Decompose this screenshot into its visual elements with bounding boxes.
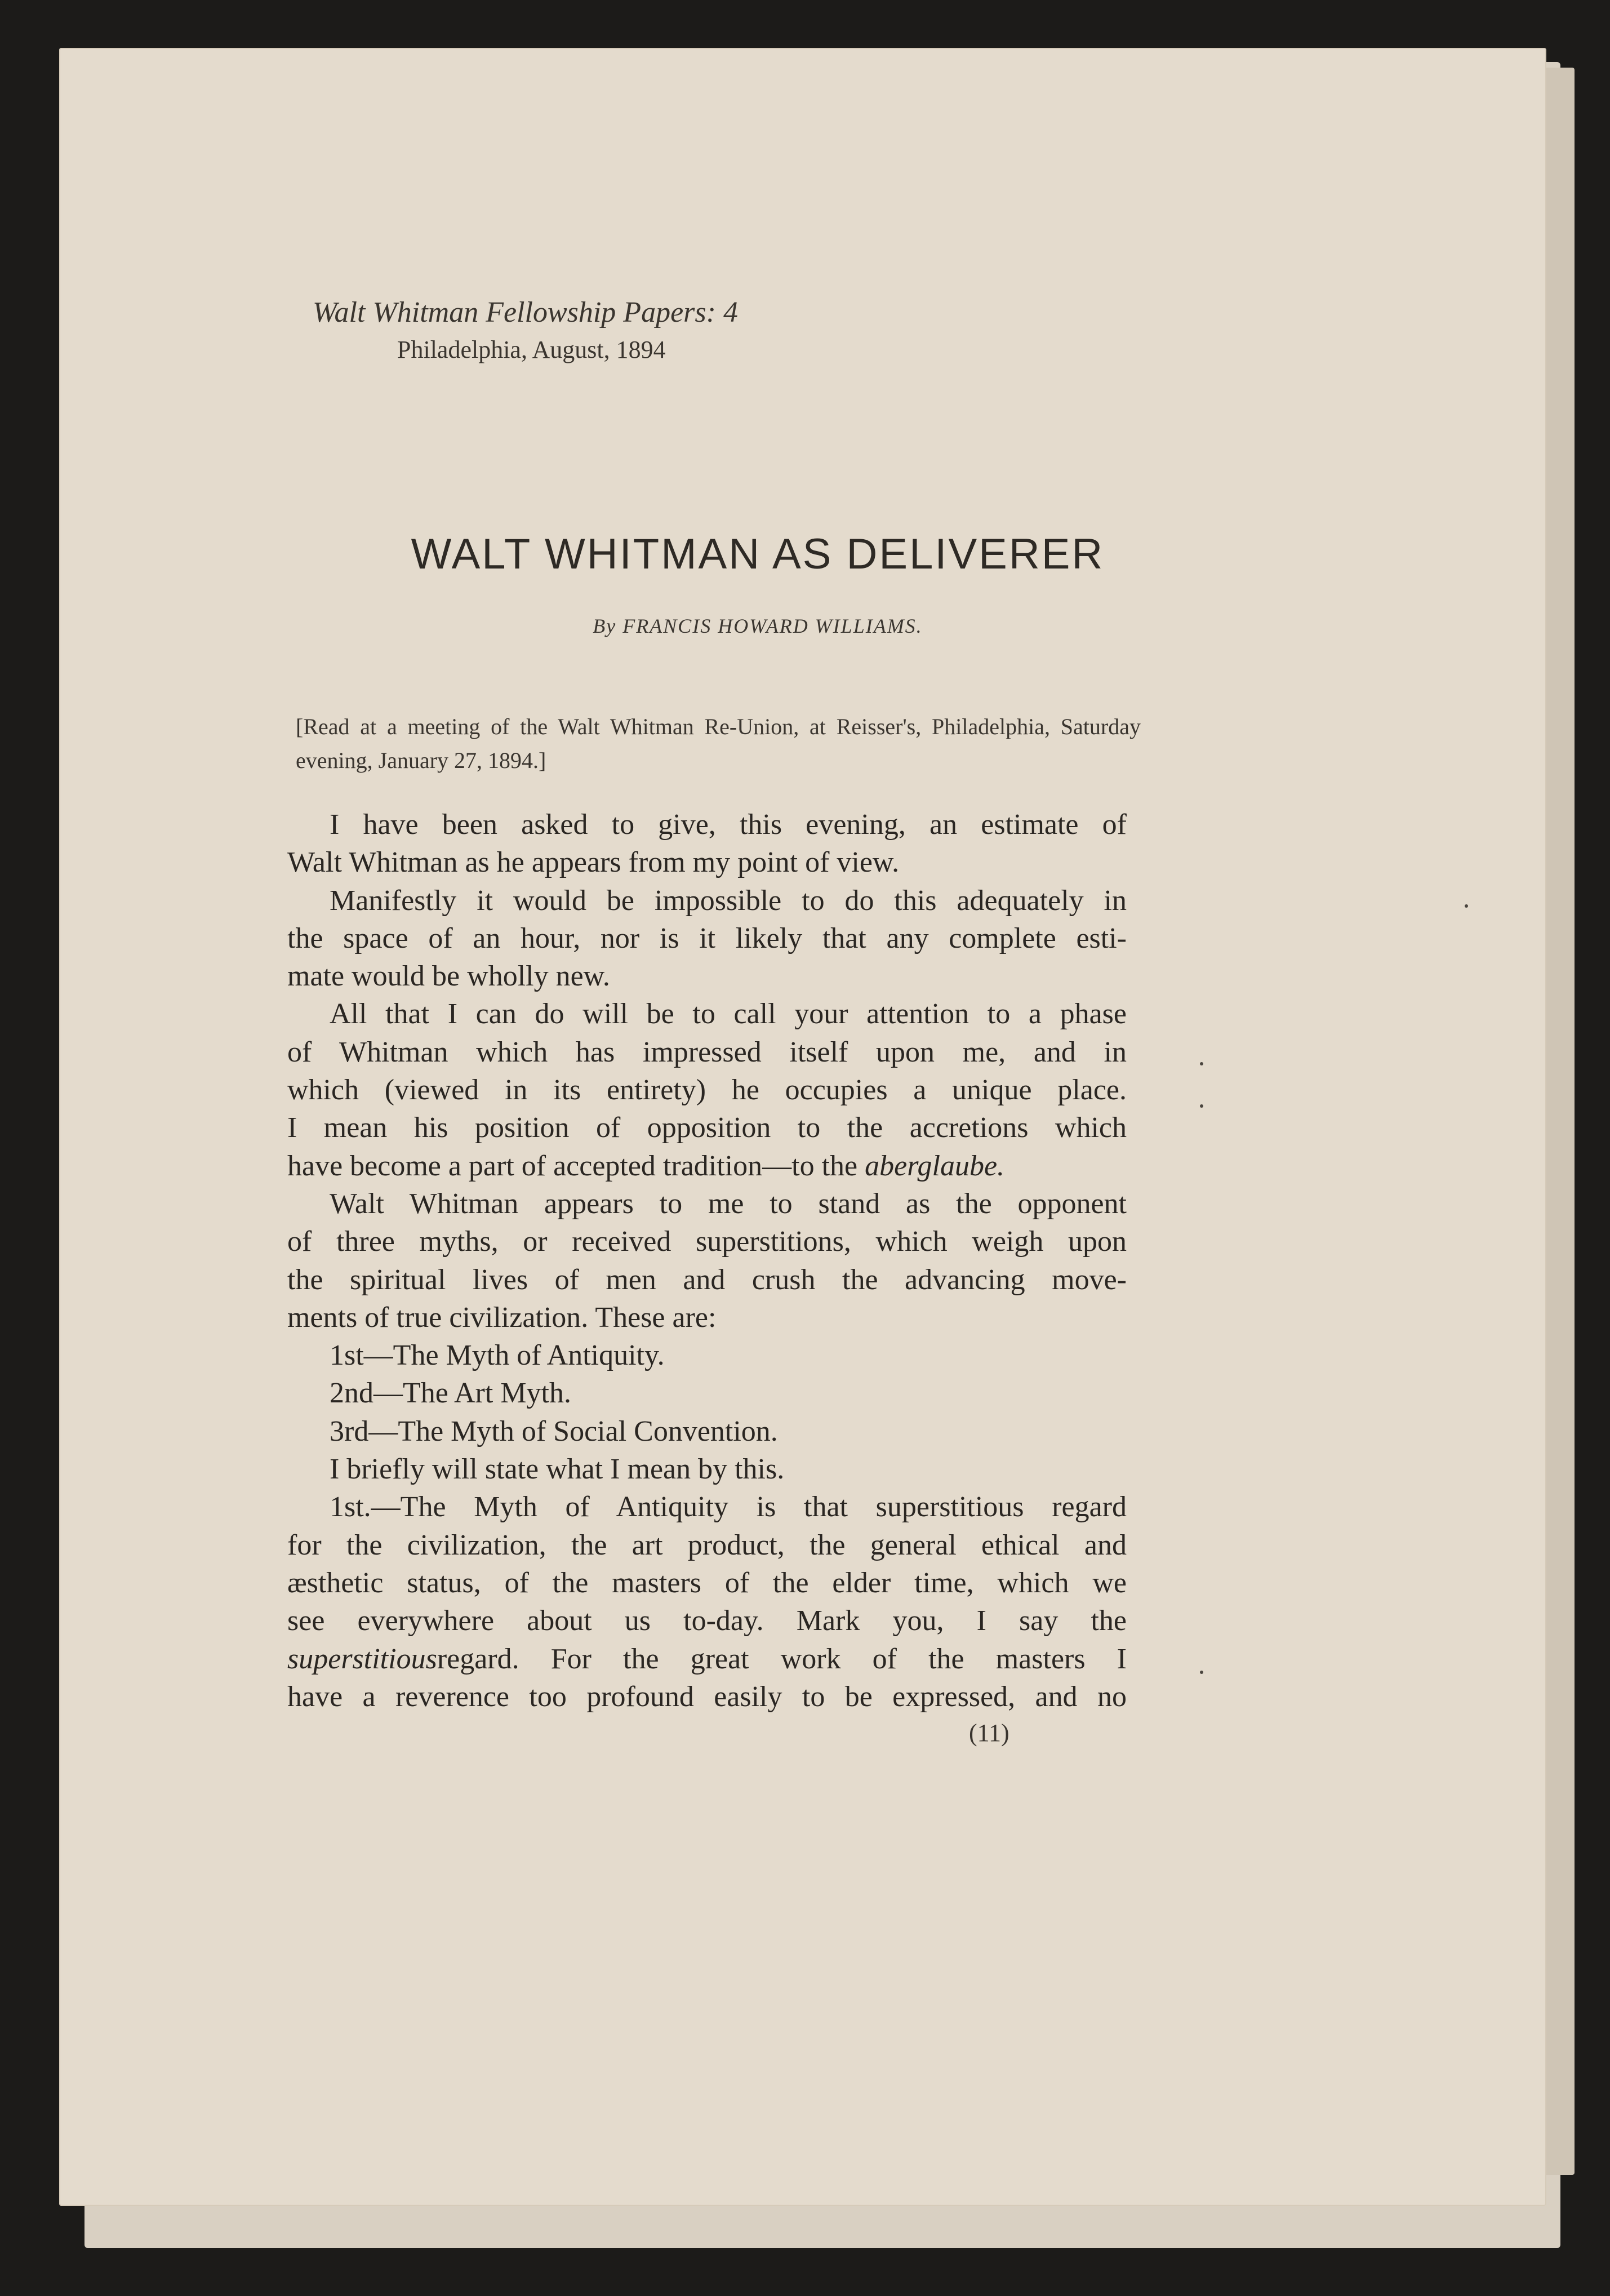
paper-speck xyxy=(1200,1062,1203,1065)
page-number: (11) xyxy=(969,1719,1009,1747)
editorial-note: [Read at a meeting of the Walt Whitman Re-Union, at Reisser's, Philadelphia, Saturday evening, January 27, 1894.] xyxy=(296,714,1141,773)
italic-word: aberglaube. xyxy=(865,1149,1005,1182)
text-line: Walt Whitman as he appears from my point of view. xyxy=(287,846,900,879)
paper-speck xyxy=(1200,1104,1203,1108)
article-body xyxy=(287,806,1127,1716)
paper-speck xyxy=(1200,1671,1203,1674)
text-line xyxy=(287,1640,1127,1678)
text-line: æsthetic status, of the masters of the elder time, which we xyxy=(287,1566,1127,1599)
text-line: All that I can do will be to call your attention to a phase xyxy=(330,998,1127,1031)
text-line: Walt Whitman appears to me to stand as the opponent xyxy=(330,1187,1127,1220)
text-line: I have been asked to give, this evening, an estimate of xyxy=(330,809,1127,841)
text-line: the spiritual lives of men and crush the advancing move- xyxy=(287,1263,1127,1296)
text-line: of three myths, or received superstitions, which weigh upon xyxy=(287,1225,1127,1258)
text-line: see everywhere about us to-day. Mark you, I say the xyxy=(287,1605,1127,1637)
paper-speck xyxy=(1465,904,1468,908)
text-line: have a reverence too profound easily to be expressed, and no xyxy=(287,1680,1127,1713)
text-line: ments of true civilization. These are: xyxy=(287,1301,717,1334)
document-page xyxy=(59,48,1546,2206)
text-line: Manifestly it would be impossible to do this adequately in xyxy=(330,884,1127,917)
text-line: for the civilization, the art product, the general ethical and xyxy=(287,1529,1127,1561)
byline: By FRANCIS HOWARD WILLIAMS. xyxy=(593,615,923,637)
text-segment: have become a part of accepted tradition—to the xyxy=(287,1149,865,1182)
italic-word: superstitious xyxy=(287,1642,437,1675)
text-line: mate would be wholly new. xyxy=(287,960,610,993)
list-item: 3rd—The Myth of Social Convention. xyxy=(330,1415,778,1447)
text-line: I briefly will state what I mean by this. xyxy=(330,1453,785,1486)
text-line: 1st.—The Myth of Antiquity is that superstitious regard xyxy=(330,1491,1127,1524)
list-item: 2nd—The Art Myth. xyxy=(330,1377,571,1410)
text-line xyxy=(287,1147,1127,1185)
text-line: I mean his position of opposition to the accretions which xyxy=(287,1112,1127,1144)
text-line: which (viewed in its entirety) he occupies a unique place. xyxy=(287,1074,1127,1107)
text-line: the space of an hour, nor is it likely that any complete esti- xyxy=(287,922,1127,954)
list-item: 1st—The Myth of Antiquity. xyxy=(330,1339,665,1372)
text-segment: regard. For the great work of the masters I xyxy=(437,1642,1127,1675)
place-date: Philadelphia, August, 1894 xyxy=(397,336,666,363)
series-title: Walt Whitman Fellowship Papers: 4 xyxy=(313,296,738,328)
article-title: WALT WHITMAN AS DELIVERER xyxy=(411,530,1105,578)
text-line: of Whitman which has impressed itself upon me, and in xyxy=(287,1036,1127,1068)
